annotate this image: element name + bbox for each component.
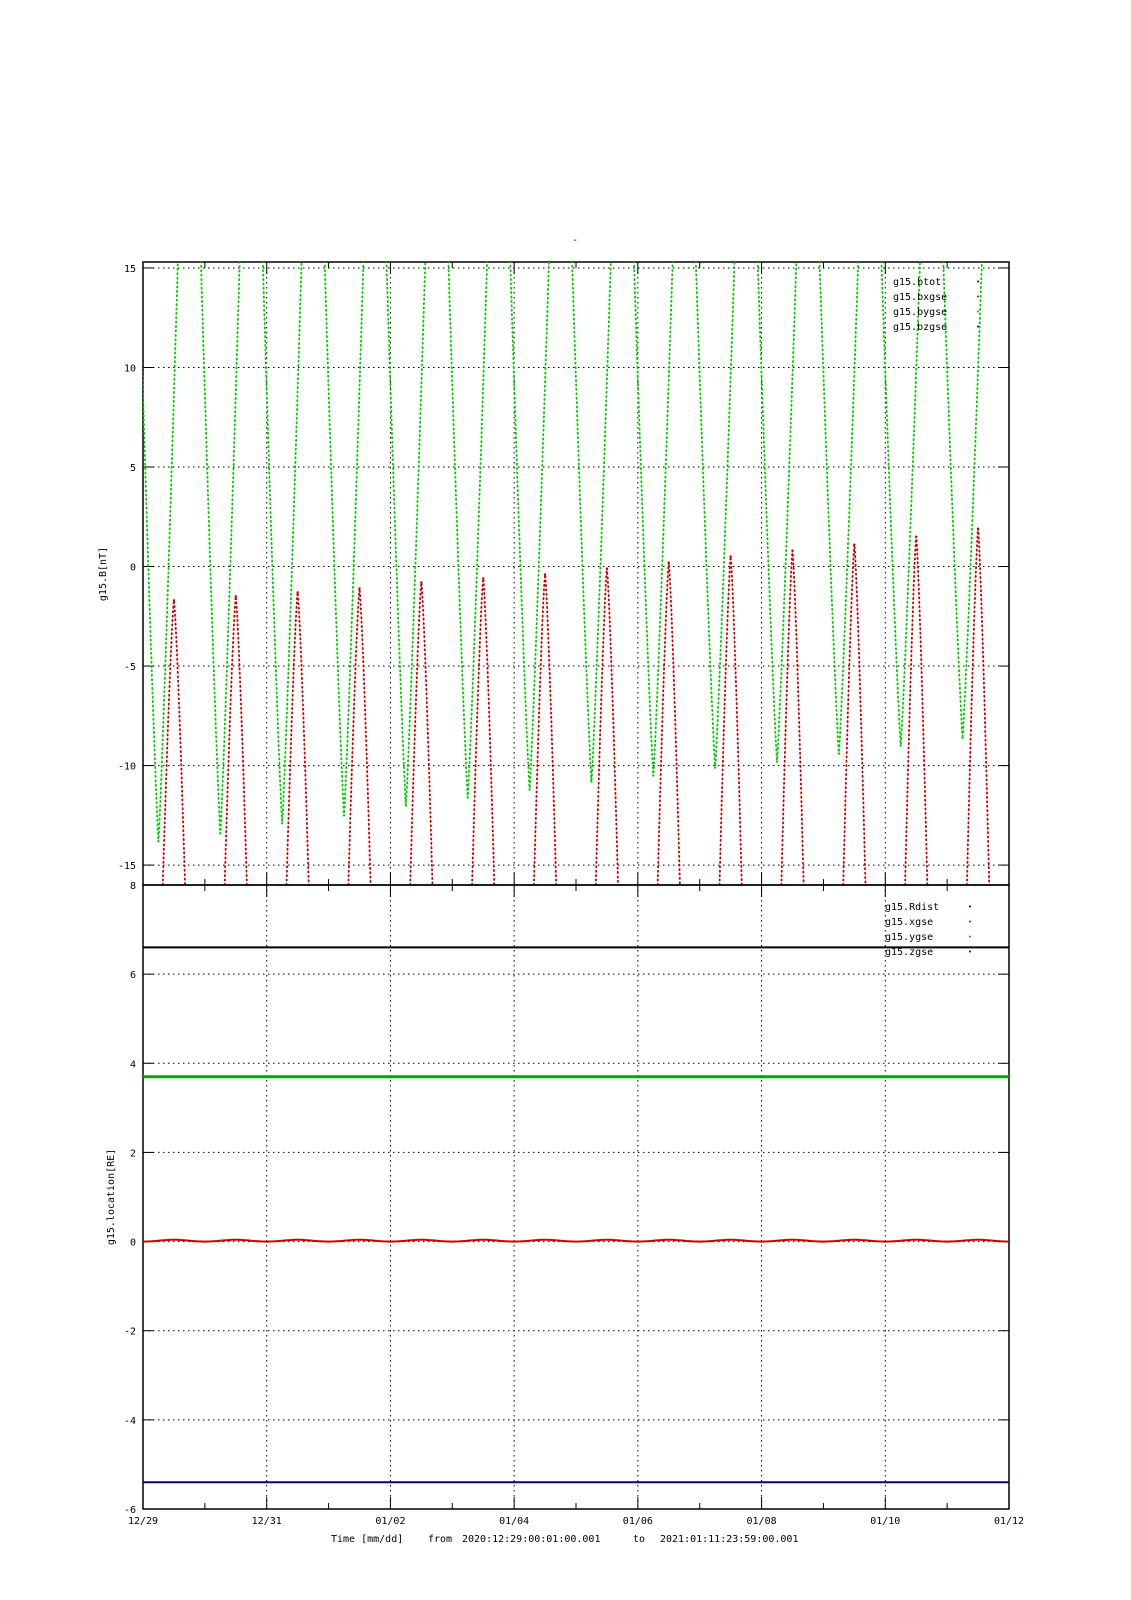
bxgse-peak-point [668, 561, 670, 563]
bottom-x-tick-label: 01/12 [993, 1516, 1025, 1527]
bygse-series-line [572, 248, 611, 780]
bygse-series-line [386, 248, 425, 804]
bygse-series-line [324, 248, 363, 814]
bygse-min-point [281, 822, 283, 824]
bottom-panel-x-ticks [128, 885, 1024, 1527]
bottom-legend-marker [969, 906, 971, 908]
top-y-tick-label: 10 [123, 363, 136, 375]
bottom-y-axis-title: g15.location[RE] [106, 1148, 117, 1246]
top-y-tick-label: -5 [123, 662, 136, 674]
bygse-min-point [838, 752, 840, 754]
bygse-series-line [695, 248, 734, 766]
top-y-tick-label: 5 [129, 463, 136, 475]
bottom-x-tick-label: 01/10 [870, 1516, 901, 1527]
bygse-series-line [943, 248, 982, 736]
bxgse-peak-point [729, 555, 731, 557]
magnetic-field-panel [98, 248, 1009, 885]
bottom-y-tick-label: -6 [123, 1505, 136, 1516]
bygse-series-line [201, 248, 240, 831]
top-panel-y-ticks [118, 264, 1009, 872]
bottom-legend-marker [969, 951, 971, 953]
bottom-x-tick-label: 12/29 [127, 1516, 159, 1527]
top-legend-label: g15.btot [893, 277, 942, 288]
from-label: from [428, 1534, 453, 1545]
bygse-min-point [405, 804, 407, 806]
bottom-panel-y-ticks [124, 881, 1009, 1516]
bxgse-series-line [472, 579, 494, 886]
bottom-y-tick-label: 2 [129, 1148, 136, 1160]
bxgse-peak-point [420, 581, 422, 583]
bygse-min-point [652, 774, 654, 776]
bygse-min-point [590, 780, 592, 782]
bxgse-peak-point [235, 595, 237, 597]
xgse-series-line [143, 1240, 1009, 1242]
bxgse-series-line [287, 592, 309, 885]
bottom-y-tick-label: 4 [129, 1059, 136, 1071]
top-legend-marker [977, 311, 979, 313]
bygse-min-point [776, 760, 778, 762]
top-y-tick-label: -10 [117, 761, 136, 773]
bxgse-series-line [534, 575, 556, 886]
bottom-y-tick-label: -2 [123, 1326, 136, 1338]
bxgse-peak-point [791, 549, 793, 551]
bxgse-peak-point [482, 577, 484, 579]
top-legend-label: g15.bzgse [893, 322, 948, 333]
bottom-panel-legend [885, 902, 971, 958]
bxgse-peak-point [915, 535, 917, 537]
bygse-series-line [634, 248, 673, 774]
location-panel [106, 881, 1024, 1527]
top-legend-marker [977, 296, 979, 298]
bottom-legend-label: g15.Rdist [885, 902, 940, 913]
bxgse-peak-point [606, 567, 608, 569]
time-footer [331, 1534, 798, 1545]
top-legend-label: g15.bygse [893, 307, 948, 318]
bottom-y-tick-label: 6 [129, 970, 136, 982]
top-y-tick-label: -15 [117, 861, 136, 873]
top-legend-marker [977, 281, 979, 283]
bottom-y-tick-label: 8 [129, 881, 136, 892]
bxgse-peak-point [296, 591, 298, 593]
bottom-legend-label: g15.zgse [885, 947, 934, 958]
bygse-series-line [510, 248, 549, 788]
bottom-x-tick-label: 01/04 [499, 1516, 530, 1527]
bygse-series-line [757, 248, 796, 760]
bygse-min-point [900, 744, 902, 746]
bottom-x-tick-label: 01/08 [746, 1516, 777, 1527]
bxgse-series-line [348, 588, 370, 885]
to-value: 2021:01:11:23:59:00.001 [660, 1534, 799, 1545]
bottom-x-tick-label: 12/31 [251, 1516, 282, 1527]
top-y-tick-label: 15 [123, 263, 136, 275]
bottom-legend-label: g15.xgse [885, 917, 934, 928]
bygse-series-line [139, 248, 178, 839]
chart-title: - [571, 235, 579, 246]
bottom-panel-frame [143, 885, 1009, 1509]
bygse-min-point [714, 766, 716, 768]
bygse-min-point [467, 796, 469, 798]
bxgse-peak-point [358, 587, 360, 589]
bygse-series-line [819, 248, 858, 752]
bxgse-peak-point [977, 528, 979, 530]
bygse-min-point [528, 788, 530, 790]
top-y-axis-title: g15.B[nT] [98, 546, 109, 602]
bottom-legend-marker [969, 936, 971, 938]
bottom-y-tick-label: 0 [129, 1237, 136, 1249]
bottom-x-tick-label: 01/06 [622, 1516, 653, 1527]
to-label: to [633, 1534, 646, 1545]
top-panel-legend [893, 277, 979, 333]
bxgse-peak-point [544, 573, 546, 575]
bottom-panel-grid [143, 885, 1009, 1509]
top-legend-marker [977, 326, 979, 328]
bygse-series-line [262, 248, 301, 822]
top-y-tick-label: 0 [129, 562, 136, 574]
bottom-legend-marker [969, 921, 971, 923]
bottom-panel-series [143, 947, 1009, 1482]
bygse-min-point [157, 840, 159, 842]
bygse-series-line [448, 248, 487, 796]
bottom-y-tick-label: -4 [123, 1415, 136, 1427]
bygse-min-point [219, 832, 221, 834]
top-legend-label: g15.bxgse [893, 292, 948, 303]
bxgse-peak-point [853, 543, 855, 545]
bxgse-series-line [658, 563, 680, 885]
bxgse-peak-point [173, 599, 175, 601]
bxgse-series-line [781, 551, 803, 885]
bottom-legend-label: g15.ygse [885, 932, 934, 943]
bottom-x-tick-label: 01/02 [375, 1516, 406, 1527]
bygse-min-point [343, 814, 345, 816]
from-value: 2020:12:29:00:01:00.001 [462, 1534, 601, 1545]
x-axis-title: Time [mm/dd] [331, 1534, 404, 1545]
bygse-min-point [961, 737, 963, 739]
